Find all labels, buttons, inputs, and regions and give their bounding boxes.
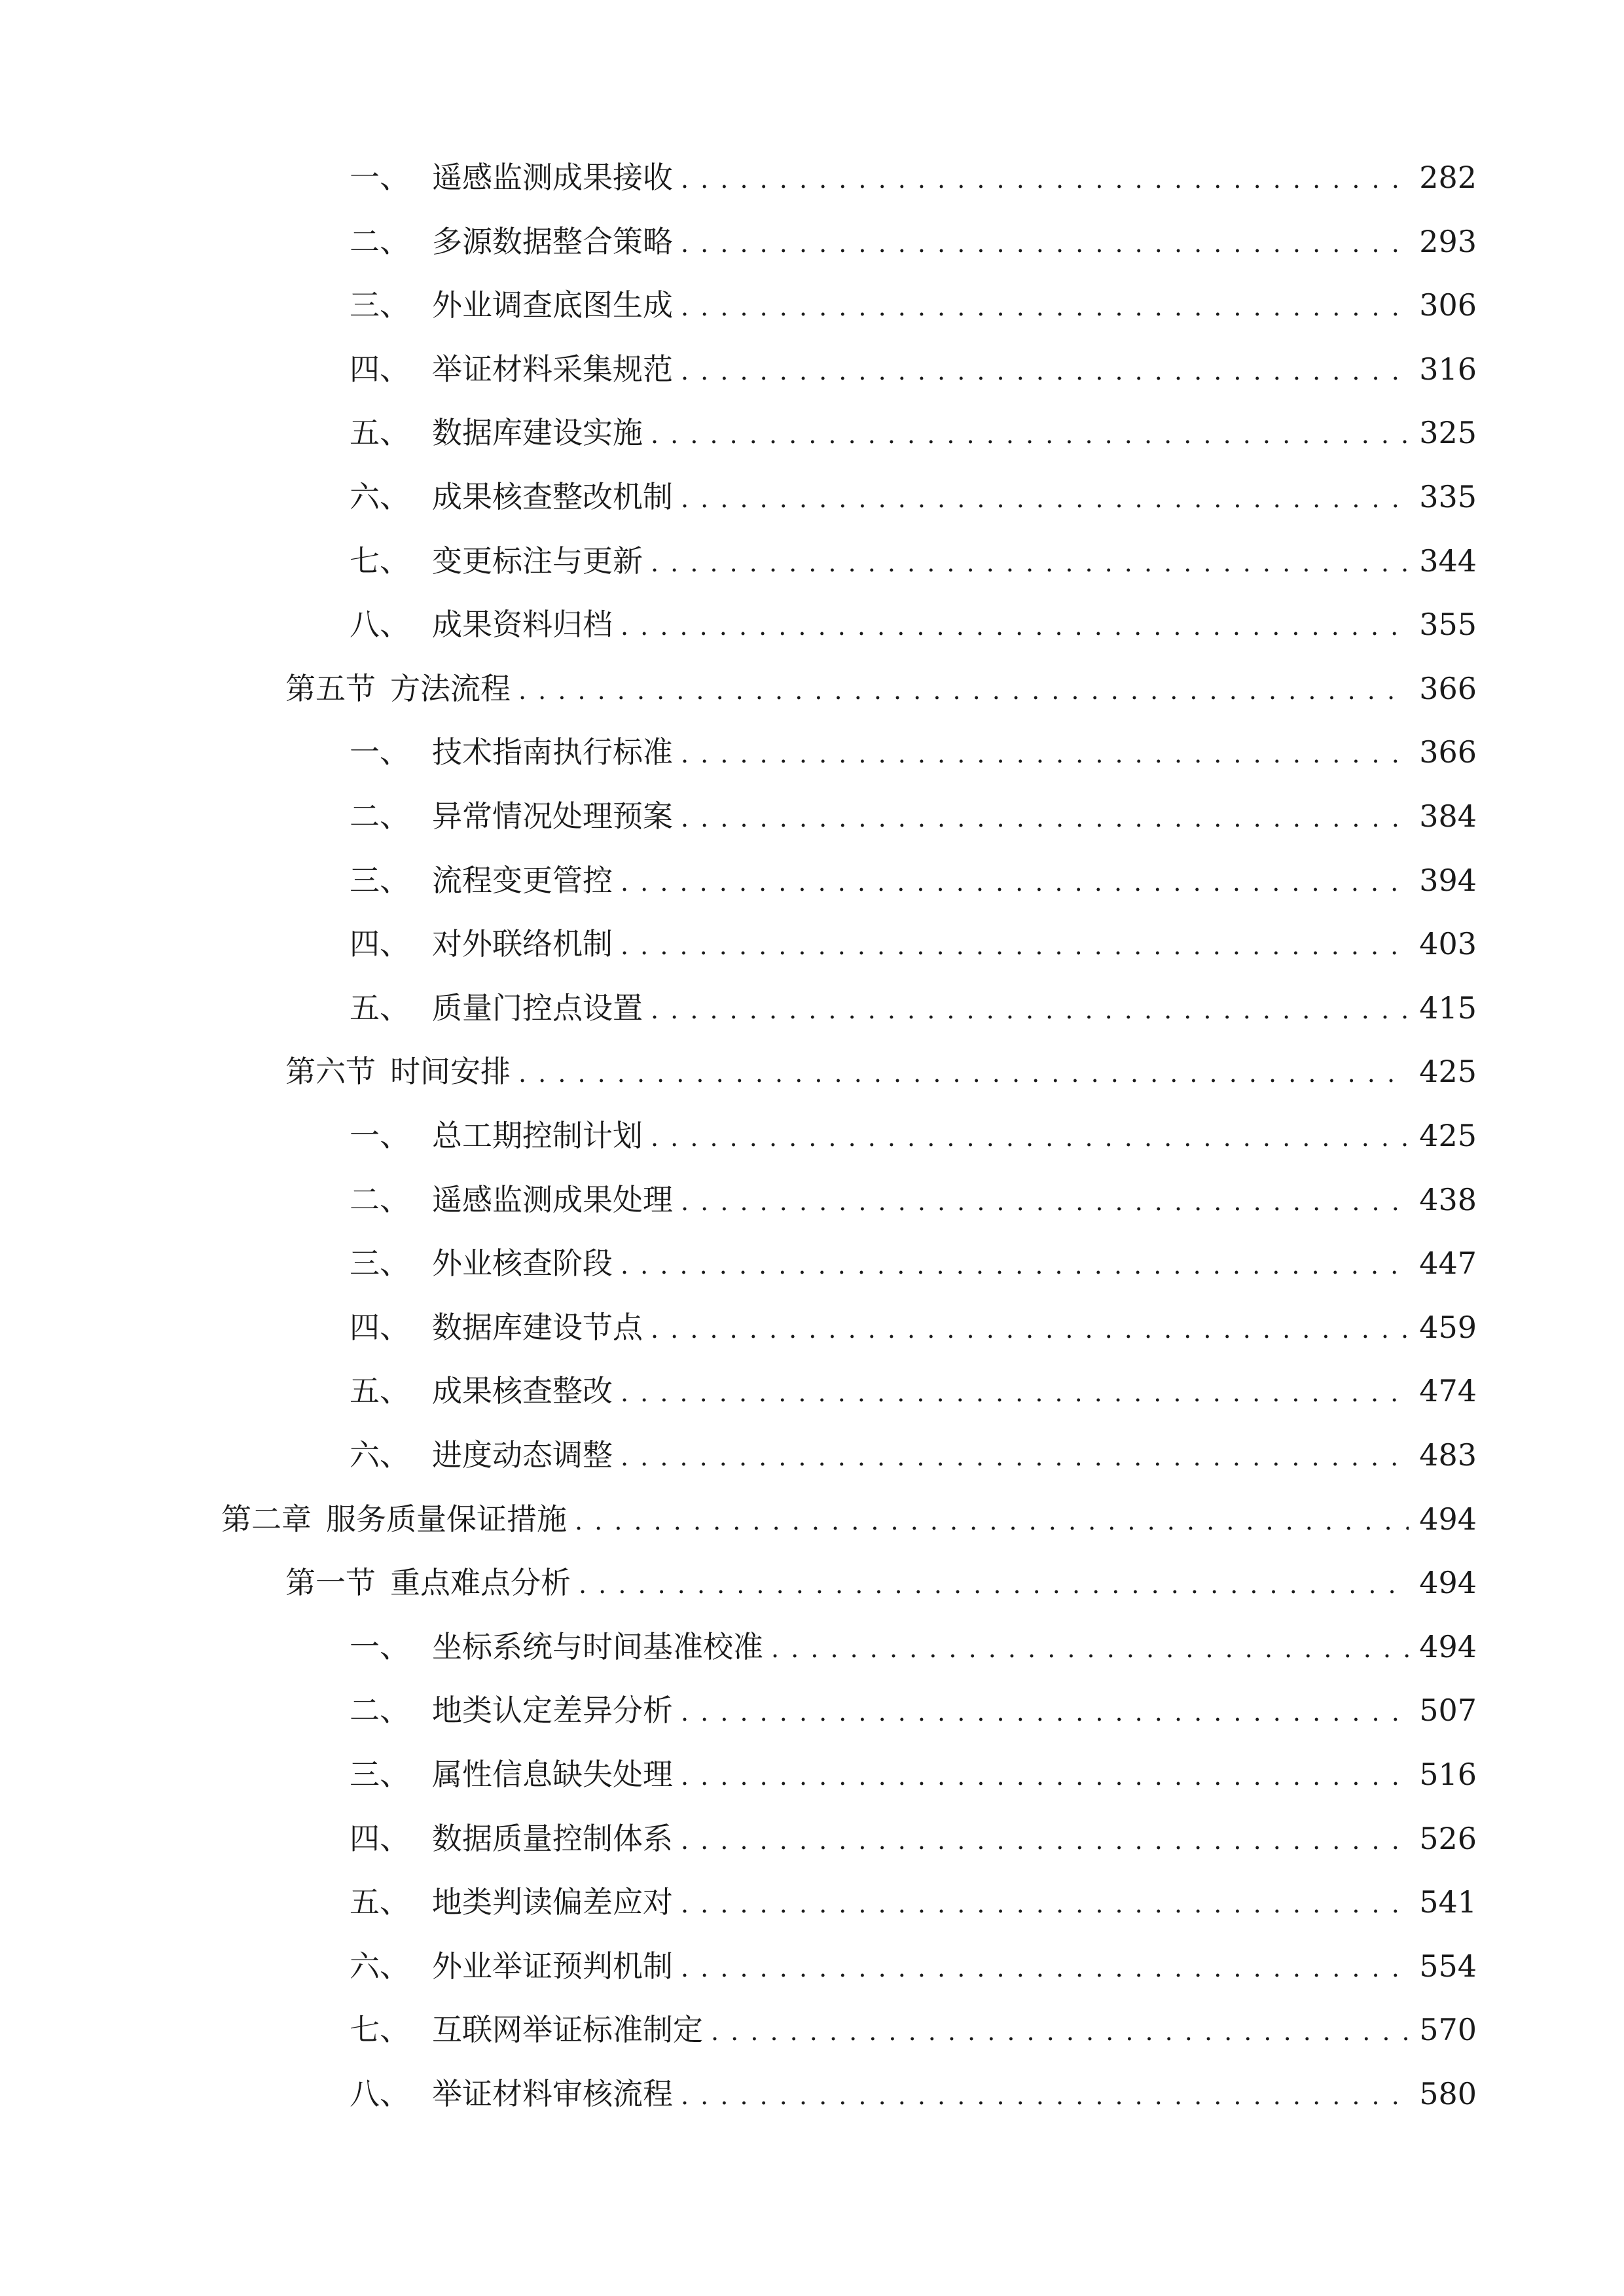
toc-dot-leader	[648, 531, 1409, 595]
toc-entry-page-number: 325	[1419, 415, 1477, 450]
toc-entry-page-number: 335	[1419, 479, 1477, 514]
toc-entry[interactable]	[350, 848, 1477, 912]
toc-entry-page-number: 494	[1419, 1565, 1477, 1600]
toc-entry-number: 三、	[350, 1246, 410, 1281]
toc-entry-page-number: 366	[1419, 734, 1477, 770]
toc-dot-leader	[678, 339, 1409, 403]
toc-entry[interactable]	[350, 1168, 1477, 1232]
toc-entry-page-number: 366	[1419, 671, 1477, 706]
toc-entry-page-number: 282	[1419, 160, 1477, 195]
toc-entry-number: 六、	[350, 1948, 410, 1984]
toc-dot-leader	[678, 1170, 1409, 1234]
toc-entry-number: 四、	[350, 351, 410, 387]
toc-entry-page-number: 384	[1419, 798, 1477, 834]
toc-entry-number: 五、	[350, 415, 410, 450]
toc-dot-leader	[678, 147, 1409, 211]
toc-entry-title: 遥感监测成果处理	[432, 1182, 673, 1217]
toc-entry-title: 质量门控点设置	[432, 990, 643, 1026]
toc-entry-number: 三、	[350, 1757, 410, 1792]
toc-entry-title: 互联网举证标准制定	[432, 2012, 703, 2047]
toc-entry-number: 二、	[350, 224, 410, 259]
toc-entry-page-number: 438	[1419, 1182, 1477, 1217]
toc-entry-page-number: 306	[1419, 287, 1477, 323]
toc-entry-page-number: 394	[1419, 863, 1477, 898]
toc-entry-number: 八、	[350, 2076, 410, 2111]
toc-entry[interactable]	[285, 656, 1477, 721]
toc-entry-number: 二、	[350, 798, 410, 834]
toc-entry[interactable]	[221, 1487, 1477, 1551]
toc-entry-page-number: 425	[1419, 1118, 1477, 1153]
toc-dot-leader	[648, 1105, 1409, 1170]
toc-dot-leader	[516, 658, 1409, 723]
toc-entry[interactable]	[350, 145, 1477, 209]
toc-entry-number: 四、	[350, 1310, 410, 1345]
toc-entry-page-number: 554	[1419, 1948, 1477, 1984]
toc-dot-leader	[678, 1936, 1409, 2000]
toc-dot-leader	[678, 1680, 1409, 1744]
toc-entry-number: 七、	[350, 2012, 410, 2047]
toc-dot-leader	[678, 275, 1409, 339]
toc-dot-leader	[576, 1552, 1409, 1617]
toc-entry-page-number: 344	[1419, 543, 1477, 579]
toc-entry-page-number: 474	[1419, 1373, 1477, 1408]
toc-entry-page-number: 447	[1419, 1246, 1477, 1281]
toc-entry[interactable]	[350, 529, 1477, 593]
toc-entry[interactable]	[350, 1359, 1477, 1423]
toc-entry-title: 地类判读偏差应对	[432, 1884, 673, 1920]
toc-entry-title: 方法流程	[390, 671, 511, 706]
toc-entry-title: 外业核查阶段	[432, 1246, 613, 1281]
toc-entry[interactable]	[350, 1295, 1477, 1359]
toc-entry-number: 四、	[350, 926, 410, 961]
toc-dot-leader	[618, 914, 1409, 978]
toc-entry-page-number: 526	[1419, 1821, 1477, 1856]
toc-entry[interactable]	[350, 2062, 1477, 2126]
toc-entry[interactable]	[350, 1998, 1477, 2062]
toc-entry-number: 六、	[350, 1437, 410, 1473]
toc-entry-page-number: 459	[1419, 1310, 1477, 1345]
toc-entry-page-number: 570	[1419, 2012, 1477, 2047]
toc-dot-leader	[618, 1425, 1409, 1489]
toc-entry-title: 数据库建设实施	[432, 415, 643, 450]
toc-entry-title: 对外联络机制	[432, 926, 613, 961]
toc-entry-number: 五、	[350, 1884, 410, 1920]
toc-entry-number: 第五节	[285, 671, 376, 706]
toc-dot-leader	[678, 211, 1409, 276]
toc-entry-title: 数据质量控制体系	[432, 1821, 673, 1856]
toc-entry[interactable]	[350, 337, 1477, 401]
toc-dot-leader	[678, 786, 1409, 850]
toc-dot-leader	[768, 1617, 1409, 1681]
toc-entry[interactable]	[350, 1742, 1477, 1806]
toc-entry[interactable]	[350, 1806, 1477, 1871]
toc-entry-page-number: 355	[1419, 607, 1477, 642]
toc-entry[interactable]	[350, 209, 1477, 274]
toc-dot-leader	[678, 467, 1409, 531]
toc-entry-page-number: 415	[1419, 990, 1477, 1026]
toc-entry-title: 遥感监测成果接收	[432, 160, 673, 195]
toc-entry[interactable]	[350, 1870, 1477, 1934]
toc-entry[interactable]	[350, 720, 1477, 784]
toc-entry-number: 二、	[350, 1182, 410, 1217]
toc-entry-number: 四、	[350, 1821, 410, 1856]
toc-entry-title: 举证材料审核流程	[432, 2076, 673, 2111]
toc-entry-number: 第一节	[285, 1565, 376, 1600]
toc-entry-number: 五、	[350, 990, 410, 1026]
toc-dot-leader	[648, 978, 1409, 1042]
toc-entry-title: 服务质量保证措施	[326, 1501, 567, 1537]
toc-dot-leader	[678, 1808, 1409, 1873]
toc-entry-number: 三、	[350, 287, 410, 323]
toc-entry-number: 一、	[350, 1629, 410, 1664]
toc-entry-number: 三、	[350, 863, 410, 898]
toc-dot-leader	[678, 1872, 1409, 1936]
toc-dot-leader	[678, 1744, 1409, 1808]
toc-entry-title: 多源数据整合策略	[432, 224, 673, 259]
toc-dot-leader	[708, 2000, 1409, 2064]
toc-entry[interactable]	[350, 1423, 1477, 1487]
toc-entry-page-number: 403	[1419, 926, 1477, 961]
toc-entry-title: 技术指南执行标准	[432, 734, 673, 770]
toc-entry[interactable]	[285, 1551, 1477, 1615]
toc-entry[interactable]	[350, 1231, 1477, 1295]
toc-entry[interactable]	[350, 1934, 1477, 1998]
toc-dot-leader	[648, 1297, 1409, 1361]
toc-entry[interactable]	[350, 784, 1477, 848]
toc-entry-number: 一、	[350, 734, 410, 770]
toc-entry-number: 一、	[350, 160, 410, 195]
toc-entry-number: 五、	[350, 1373, 410, 1408]
toc-entry-title: 成果核查整改	[432, 1373, 613, 1408]
toc-entry-title: 外业调查底图生成	[432, 287, 673, 323]
toc-entry-page-number: 494	[1419, 1629, 1477, 1664]
toc-entry-page-number: 483	[1419, 1437, 1477, 1473]
toc-entry-number: 第二章	[221, 1501, 312, 1537]
toc-entry-title: 重点难点分析	[390, 1565, 571, 1600]
toc-entry-page-number: 425	[1419, 1054, 1477, 1089]
toc-entry-number: 八、	[350, 607, 410, 642]
toc-entry[interactable]	[350, 465, 1477, 529]
toc-entry-page-number: 507	[1419, 1693, 1477, 1728]
toc-entry-page-number: 316	[1419, 351, 1477, 387]
toc-entry-title: 时间安排	[390, 1054, 511, 1089]
toc-entry[interactable]	[350, 401, 1477, 465]
toc-dot-leader	[618, 850, 1409, 914]
toc-entry-title: 数据库建设节点	[432, 1310, 643, 1345]
toc-dot-leader	[678, 722, 1409, 786]
toc-entry-title: 属性信息缺失处理	[432, 1757, 673, 1792]
toc-entry-title: 坐标系统与时间基准校准	[432, 1629, 763, 1664]
toc-entry[interactable]	[350, 912, 1477, 976]
toc-entry-page-number: 580	[1419, 2076, 1477, 2111]
toc-entry-number: 一、	[350, 1118, 410, 1153]
toc-entry-number: 六、	[350, 479, 410, 514]
toc-entry-title: 进度动态调整	[432, 1437, 613, 1473]
toc-entry-title: 总工期控制计划	[432, 1118, 643, 1153]
toc-dot-leader	[648, 403, 1409, 467]
toc-entry[interactable]	[350, 592, 1477, 656]
toc-dot-leader	[618, 1361, 1409, 1425]
toc-entry-page-number: 494	[1419, 1501, 1477, 1537]
toc-dot-leader	[516, 1041, 1409, 1105]
toc-dot-leader	[618, 594, 1409, 658]
toc-entry-number: 第六节	[285, 1054, 376, 1089]
toc-entry-title: 举证材料采集规范	[432, 351, 673, 387]
toc-entry-page-number: 516	[1419, 1757, 1477, 1792]
toc-entry-number: 七、	[350, 543, 410, 579]
toc-entry-page-number: 541	[1419, 1884, 1477, 1920]
toc-entry-title: 变更标注与更新	[432, 543, 643, 579]
toc-entry-page-number: 293	[1419, 224, 1477, 259]
toc-entry-title: 异常情况处理预案	[432, 798, 673, 834]
toc-entry-number: 二、	[350, 1693, 410, 1728]
toc-entry-title: 流程变更管控	[432, 863, 613, 898]
toc-entry[interactable]	[350, 273, 1477, 337]
toc-entry[interactable]	[350, 1103, 1477, 1168]
toc-entry-title: 成果核查整改机制	[432, 479, 673, 514]
toc-entry-title: 地类认定差异分析	[432, 1693, 673, 1728]
toc-entry[interactable]	[285, 1039, 1477, 1103]
toc-entry[interactable]	[350, 1678, 1477, 1742]
toc-entry-title: 外业举证预判机制	[432, 1948, 673, 1984]
toc-entry[interactable]	[350, 976, 1477, 1040]
toc-dot-leader	[678, 2064, 1409, 2128]
toc-dot-leader	[572, 1489, 1409, 1553]
toc-entry[interactable]	[350, 1615, 1477, 1679]
toc-dot-leader	[618, 1233, 1409, 1297]
toc-entry-title: 成果资料归档	[432, 607, 613, 642]
